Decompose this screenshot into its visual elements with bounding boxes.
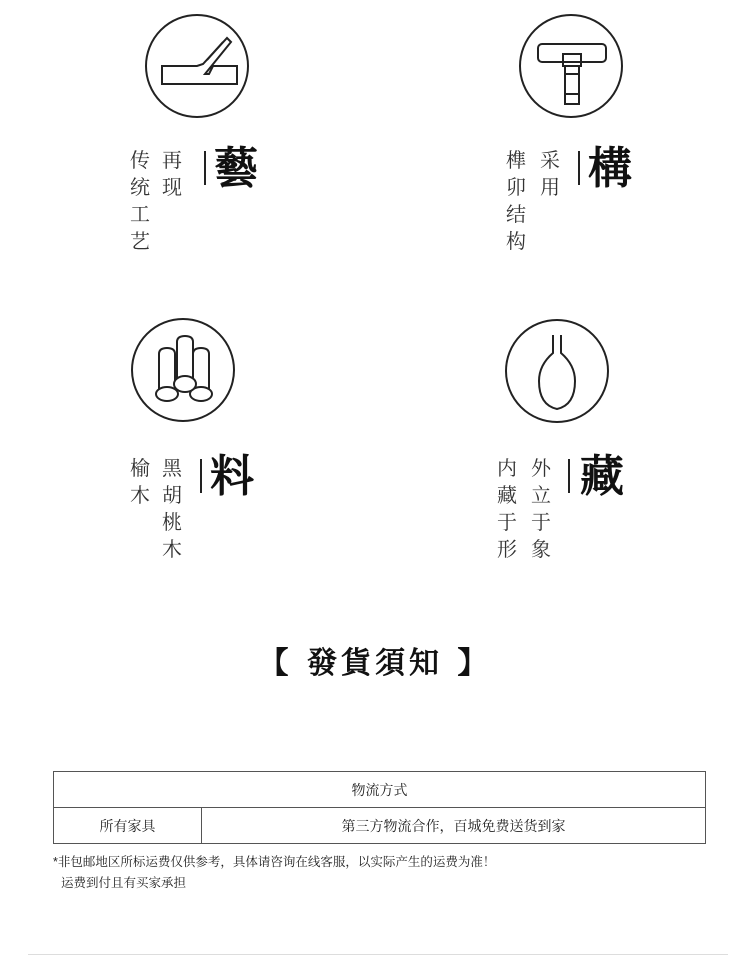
table-header-row	[54, 772, 706, 808]
feature-hidden-col2: 外 立 于 象	[531, 456, 551, 561]
mortise-tenon-joint-icon	[519, 14, 623, 118]
feature-material-col1: 榆 木	[130, 456, 150, 507]
woodworking-plane-icon	[145, 14, 249, 118]
feature-hidden-big-char: 藏	[580, 451, 624, 502]
table-header-cell: 物流方式	[54, 772, 706, 808]
feature-craft-big-char: 藝	[214, 143, 258, 194]
table-row	[54, 808, 706, 844]
wood-logs-icon	[131, 318, 235, 422]
table-cell-value: 第三方物流合作，百城免费送货到家	[202, 808, 706, 844]
divider-bar	[568, 459, 570, 493]
divider-bar	[204, 151, 206, 185]
feature-hidden-col1: 内 藏 于 形	[497, 456, 517, 561]
table-cell-label: 所有家具	[54, 808, 202, 844]
feature-craft-col2: 再 现	[162, 148, 182, 199]
feature-structure-big-char: 構	[588, 143, 632, 194]
shipping-notice-title: 【 發貨須知 】	[258, 646, 492, 681]
shipping-note-2: 运费到付且有买家承担	[61, 876, 187, 890]
divider-bar	[200, 459, 202, 493]
feature-material-big-char: 料	[210, 451, 254, 502]
vase-icon	[505, 319, 609, 423]
feature-structure-col1: 榫 卯 结 构	[506, 148, 526, 253]
feature-craft-col1: 传 统 工 艺	[130, 148, 150, 253]
shipping-table	[53, 771, 706, 844]
feature-structure-col2: 采 用	[540, 148, 560, 199]
divider-bar	[578, 151, 580, 185]
shipping-note-1: *非包邮地区所标运费仅供参考，具体请咨询在线客服，以实际产生的运费为准！	[53, 855, 496, 869]
feature-material-col2: 黑 胡 桃 木	[162, 456, 182, 561]
bottom-divider	[28, 954, 728, 955]
